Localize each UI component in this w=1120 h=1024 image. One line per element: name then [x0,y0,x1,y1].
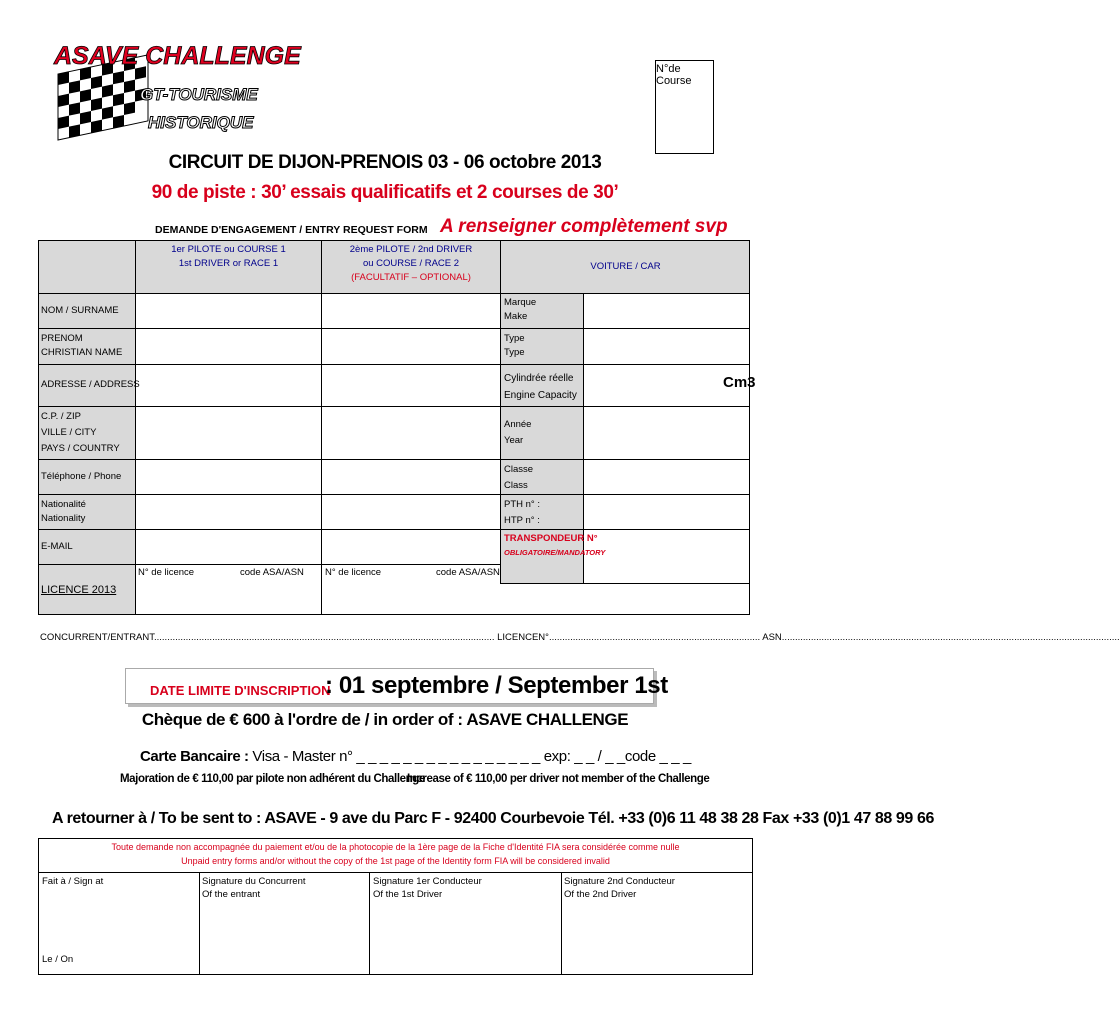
label-christian-name: CHRISTIAN NAME [41,347,123,358]
label-mandatory: OBLIGATOIRE/MANDATORY [504,548,606,557]
surcharge-fr: Majoration de € 110,00 par pilote non adhérent du Challenge [120,773,425,785]
course-number-box[interactable] [655,60,714,154]
pilot1-header-line1: 1er PILOTE ou COURSE 1 [171,244,286,255]
signature-table [38,838,753,975]
driver1-signature-label: Signature 1er Conducteur [373,876,482,887]
label-htp: HTP n° : [504,515,540,526]
label-marque: Marque [504,297,537,308]
label-cylindree: Cylindrée réelle [504,373,574,384]
deadline-value: : 01 septembre / September 1st [325,672,668,699]
driver1-signature-label-en: Of the 1st Driver [373,889,443,900]
label-address: ADRESSE / ADDRESS [41,379,140,390]
asn-label: ASN [762,632,782,643]
label-country: PAYS / COUNTRY [41,443,120,454]
label-prenom: PRENOM [41,333,83,344]
pilot2-surname-field[interactable] [322,294,500,328]
pilot1-licence-number-label: N° de licence [138,567,195,578]
label-type-en: Type [504,347,525,358]
label-pth: PTH n° : [504,499,541,510]
sign-at-label: Fait à / Sign at [42,876,104,887]
logo-title: ASAVE CHALLENGE [54,42,301,70]
driver2-signature-label: Signature 2nd Conducteur [564,876,675,887]
page-subtitle: 90 de piste : 30’ essais qualificatifs et 2 courses de 30’ [151,182,619,203]
label-nationalite: Nationalité [41,499,86,510]
pilot2-licence-number-label: N° de licence [325,567,382,578]
sign-on-label: Le / On [42,954,74,965]
form-caption: DEMANDE D'ENGAGEMENT / ENTRY REQUEST FORM [155,224,428,236]
course-number-label: N°de Course [656,63,692,87]
label-classe: Classe [504,464,534,475]
label-zip: C.P. / ZIP [41,411,81,422]
label-make: Make [504,311,528,322]
entry-form-table [38,240,756,615]
credit-card-fields: Visa - Master n° _ _ _ _ _ _ _ _ _ _ _ _ _ _ _ _ exp: _ _ / _ _code _ _ _ [248,748,691,765]
label-phone: Téléphone / Phone [41,471,122,482]
notice-en: Unpaid entry forms and/or without the copy of the 1st page of the Identity form FIA will be considered invalid [181,856,610,866]
label-nationality: Nationality [41,513,86,524]
pilot1-surname-field[interactable] [136,294,321,328]
label-transpondeur: TRANSPONDEUR N° [504,533,598,544]
label-annee: Année [504,419,532,430]
pilot1-code-label: code ASA/ASN [240,567,304,578]
header-blank-cell [38,240,135,293]
pilot2-header-line2: ou COURSE / RACE 2 [362,258,460,269]
label-engine-capacity: Engine Capacity [504,390,577,401]
label-class: Class [504,480,528,491]
page-title: CIRCUIT DE DIJON-PRENOIS 03 - 06 octobre 2013 [168,152,602,173]
label-surname: NOM / SURNAME [41,305,119,316]
pilot2-header-line1: 2ème PILOTE / 2nd DRIVER [349,244,473,255]
label-year: Year [504,435,524,446]
label-email: E-MAIL [41,541,73,552]
asave-logo [40,36,301,166]
concurrent-line[interactable]: CONCURRENT/ENTRANT................................................................................................................................. LICENCEN°................................................................................ ASN................................................................................................................................ [40,632,1120,643]
cm3-unit: Cm3 [723,374,756,391]
licence-number-label: LICENCEN° [497,632,549,643]
label-city: VILLE / CITY [41,427,97,438]
logo-subtitle-2: HISTORIQUE [148,113,254,132]
deadline-label: DATE LIMITE D'INSCRIPTION [150,683,331,698]
label-licence: LICENCE 2013 [41,584,117,596]
driver2-signature-label-en: Of the 2nd Driver [564,889,637,900]
pilot2-header-optional: (FACULTATIF – OPTIONAL) [351,272,471,283]
entrant-signature-label-en: Of the entrant [202,889,261,900]
fill-instruction: A renseigner complètement svp [440,216,728,237]
concurrent-label: CONCURRENT/ENTRANT [40,632,154,643]
entrant-signature-label: Signature du Concurrent [202,876,306,887]
cheque-instruction: Chèque de € 600 à l'ordre de / in order of : ASAVE CHALLENGE [141,710,629,729]
label-type-fr: Type [504,333,525,344]
car-make-field[interactable] [584,294,749,328]
credit-card-line[interactable] [140,748,691,765]
pilot2-code-label: code ASA/ASN [436,567,500,578]
pilot1-header-line2: 1st DRIVER or RACE 1 [178,258,279,269]
notice-fr: Toute demande non accompagnée du paiement et/ou de la photocopie de la 1ère page de la Fiche d'Identité FIA sera considérée comme nulle [111,842,680,852]
car-header: VOITURE / CAR [590,261,661,272]
return-address: A retourner à / To be sent to : ASAVE - 9 ave du Parc F - 92400 Courbevoie Tél. +33 (0)6 11 48 38 28 Fax +33 (0)1 47 88 99 66 [52,810,934,827]
logo-subtitle-1: GT-TOURISME [140,85,258,104]
credit-card-label: Carte Bancaire : [140,748,249,765]
surcharge-en: Increase of € 110,00 per driver not member of the Challenge [407,773,710,785]
